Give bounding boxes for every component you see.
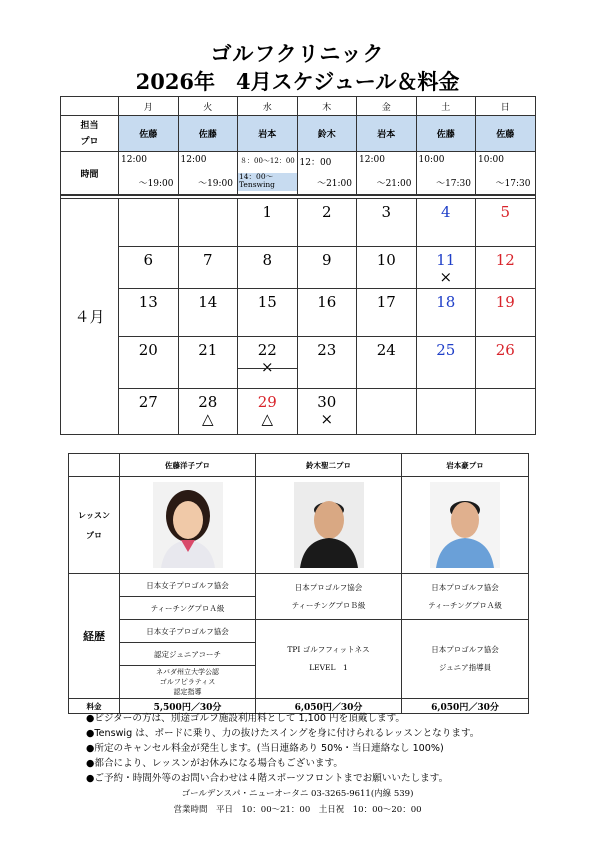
calendar-day-cell — [178, 247, 238, 289]
calendar-day-cell — [119, 247, 179, 289]
day-number: 4 — [440, 203, 451, 221]
staff-sun: 佐藤 — [476, 116, 536, 152]
cell-divider — [238, 368, 297, 369]
career-sato-3: 日本女子プロゴルフ協会 — [120, 620, 256, 643]
calendar-day-cell — [357, 337, 417, 389]
fee-iwamoto: 6,050円／30分 — [402, 699, 529, 714]
weekday-tue: 火 — [178, 97, 238, 116]
time-start: 12:00 — [359, 155, 385, 165]
day-number: 21 — [198, 341, 218, 359]
pro-photo — [294, 482, 364, 568]
weekday-wed: 水 — [238, 97, 298, 116]
corner-cell — [61, 97, 119, 116]
note-item: ●所定のキャンセル料金が発生します。(当日連絡あり 50%・当日連絡なし 100%) — [86, 743, 444, 754]
time-thu — [297, 152, 357, 196]
day-number: 17 — [376, 293, 396, 311]
availability-mark: △ — [261, 410, 274, 428]
note-item: ●都合により、レッスンがお休みになる場合もございます。 — [86, 758, 343, 769]
availability-mark: × — [320, 410, 334, 428]
time-end: ～19:00 — [138, 179, 174, 189]
career-line: LEVEL 1 — [309, 663, 348, 672]
calendar-day-cell — [178, 199, 238, 247]
day-number: 28 — [198, 393, 218, 411]
notes-list — [86, 711, 479, 786]
calendar-day-cell — [178, 289, 238, 337]
career-suzuki-1 — [256, 574, 402, 620]
staff-fri: 岩本 — [357, 116, 417, 152]
week-row — [61, 337, 536, 389]
pro-photo — [153, 482, 223, 568]
page-title: ゴルフクリニック — [210, 41, 385, 66]
weekday-thu: 木 — [297, 97, 357, 116]
time-mon — [119, 152, 179, 196]
date-grid — [60, 198, 536, 435]
day-number: 24 — [376, 341, 396, 359]
career-sato-4: 認定ジュニアコーチ — [120, 643, 256, 666]
photo-row — [69, 477, 529, 574]
calendar-day-cell — [357, 199, 417, 247]
lesson-pro-label: レッスン プロ — [69, 477, 120, 574]
calendar-day-cell — [416, 389, 476, 435]
career-sato-5: ネバダ州立大学公認 ゴルフピラティス 認定指導 — [120, 666, 256, 699]
week-row — [61, 289, 536, 337]
pro-photo — [430, 482, 500, 568]
calendar-day-cell — [238, 247, 298, 289]
calendar-day-cell — [297, 289, 357, 337]
availability-mark: △ — [201, 410, 214, 428]
staff-thu: 鈴木 — [297, 116, 357, 152]
career-line: ティーチングプロＢ級 — [291, 600, 366, 610]
calendar-day-cell — [357, 247, 417, 289]
calendar-day-cell — [476, 389, 536, 435]
weekday-fri: 金 — [357, 97, 417, 116]
calendar-day-cell — [297, 389, 357, 435]
day-number: 23 — [317, 341, 337, 359]
time-end: ～21:00 — [376, 179, 412, 189]
pro-header-row — [69, 454, 529, 477]
time-sun — [476, 152, 536, 196]
career-line: TPI ゴルフフィットネス — [287, 645, 370, 654]
time-start: 10:00 — [418, 155, 445, 165]
day-number: 6 — [143, 251, 154, 269]
day-number: 26 — [495, 341, 515, 359]
photo-iwamoto — [402, 477, 529, 574]
day-number: 1 — [262, 203, 273, 221]
page-subtitle: 2026年 4月スケジュール＆料金 — [135, 69, 460, 94]
calendar-day-cell — [238, 289, 298, 337]
day-number: 29 — [257, 393, 277, 411]
day-number: 2 — [321, 203, 332, 221]
staff-label: 担当 プロ — [61, 116, 119, 152]
availability-mark: × — [260, 358, 274, 376]
time-end: ～21:00 — [317, 179, 352, 189]
day-number: 3 — [381, 203, 392, 221]
time-fri — [357, 152, 417, 196]
calendar-day-cell — [297, 337, 357, 389]
time-end: ～17:30 — [495, 179, 531, 189]
career-line: ティーチングプロＡ級 — [428, 600, 502, 610]
day-number: 7 — [202, 251, 213, 269]
calendar-day-cell — [178, 337, 238, 389]
time-label: 時間 — [61, 152, 119, 196]
weekday-sat: 土 — [416, 97, 476, 116]
weekday-mon: 月 — [119, 97, 179, 116]
note-item: ●ご予約・時間外等のお問い合わせは４階スポーツフロントまでお願いいたします。 — [86, 773, 449, 784]
career-row-3 — [69, 620, 529, 643]
week-row — [61, 247, 536, 289]
calendar-day-cell — [416, 289, 476, 337]
note-item: ●ビジターの方は、別途ゴルフ施設利用料として 1,100 円を頂戴します。 — [86, 713, 406, 724]
career-iwamoto-1 — [402, 574, 529, 620]
calendar-day-cell — [476, 337, 536, 389]
fee-label: 料金 — [69, 699, 120, 714]
career-sato-1: 日本女子プロゴルフ協会 — [120, 574, 256, 597]
staff-sat: 佐藤 — [416, 116, 476, 152]
career-sato-2: ティーチングプロＡ級 — [120, 597, 256, 620]
day-number: 15 — [257, 293, 277, 311]
career-iwamoto-2 — [402, 620, 529, 699]
week-row — [61, 389, 536, 435]
career-row-1 — [69, 574, 529, 597]
contact-info: ゴールデンスパ・ニューオータニ 03-3265-9611(内線 539) — [181, 789, 414, 799]
time-start: 12：00 — [299, 158, 332, 168]
calendar-day-cell — [357, 389, 417, 435]
weekday-header-row — [61, 97, 536, 116]
calendar-day-cell — [416, 199, 476, 247]
calendar-day-cell — [297, 247, 357, 289]
calendar-day-cell — [119, 289, 179, 337]
fee-suzuki: 6,050円／30分 — [256, 699, 402, 714]
day-number: 18 — [436, 293, 456, 311]
calendar-day-cell — [238, 389, 298, 435]
career-line: 日本プロゴルフ協会 — [431, 645, 499, 654]
availability-mark: × — [439, 268, 453, 286]
pro-name-sato: 佐藤洋子プロ — [120, 454, 256, 477]
staff-wed: 岩本 — [238, 116, 298, 152]
time-end: ～17:30 — [436, 179, 471, 189]
day-number: 19 — [495, 293, 515, 311]
time-tue — [178, 152, 238, 196]
day-number: 14 — [198, 293, 218, 311]
pro-name-iwamoto: 岩本豪プロ — [402, 454, 529, 477]
calendar-day-cell — [416, 247, 476, 289]
day-number: 12 — [495, 251, 515, 269]
career-line: 日本プロゴルフ協会 — [431, 582, 499, 592]
calendar-day-cell — [476, 289, 536, 337]
day-number: 27 — [138, 393, 158, 411]
fee-sato: 5,500円／30分 — [120, 699, 256, 714]
day-number: 22 — [257, 341, 277, 359]
schedule-calendar — [60, 96, 536, 198]
calendar-day-cell — [238, 199, 298, 247]
day-number: 25 — [436, 341, 456, 359]
weekday-sun: 日 — [476, 97, 536, 116]
day-number: 16 — [317, 293, 337, 311]
time-start: ８：00～12：00 — [240, 157, 295, 165]
time-end: ～19:00 — [198, 179, 233, 189]
day-number: 11 — [436, 251, 456, 269]
staff-row — [61, 116, 536, 152]
pro-price-table — [68, 453, 529, 714]
day-number: 9 — [321, 251, 332, 269]
business-hours: 営業時間 平日 10：00～21：00 土日祝 10：00～20：00 — [173, 805, 422, 815]
month-label: ４月 — [61, 199, 119, 435]
staff-mon: 佐藤 — [119, 116, 179, 152]
calendar-day-cell — [238, 337, 298, 389]
day-number: 10 — [376, 251, 396, 269]
calendar-day-cell — [119, 389, 179, 435]
time-wed — [238, 152, 298, 196]
day-number: 8 — [262, 251, 273, 269]
calendar-day-cell — [178, 389, 238, 435]
calendar-day-cell — [119, 337, 179, 389]
time-start: 12:00 — [180, 155, 207, 165]
time-start: 10:00 — [478, 155, 504, 165]
time-row — [61, 152, 536, 196]
photo-sato — [120, 477, 256, 574]
note-item: ●Tenswig は、ボードに乗り、力の抜けたスイングを身に付けられるレッスンとなります。 — [86, 728, 480, 739]
day-number: 30 — [317, 393, 337, 411]
time-start: 12:00 — [121, 155, 147, 165]
day-number: 5 — [500, 203, 511, 221]
day-number: 20 — [138, 341, 158, 359]
staff-tue: 佐藤 — [178, 116, 238, 152]
calendar-day-cell — [297, 199, 357, 247]
week-row — [61, 199, 536, 247]
day-number: 13 — [138, 293, 158, 311]
time-sat — [416, 152, 476, 196]
corner-cell — [69, 454, 120, 477]
career-line: 日本プロゴルフ協会 — [294, 582, 363, 592]
career-suzuki-2 — [256, 620, 402, 699]
calendar-day-cell — [476, 199, 536, 247]
calendar-day-cell — [416, 337, 476, 389]
calendar-day-cell — [119, 199, 179, 247]
photo-suzuki — [256, 477, 402, 574]
career-label: 経歴 — [69, 574, 120, 699]
career-line: ジュニア指導員 — [438, 663, 492, 672]
calendar-day-cell — [357, 289, 417, 337]
calendar-day-cell — [476, 247, 536, 289]
pro-name-suzuki: 鈴木聖二プロ — [256, 454, 402, 477]
tenswing-time: 14：00～ Tenswing — [238, 173, 297, 191]
